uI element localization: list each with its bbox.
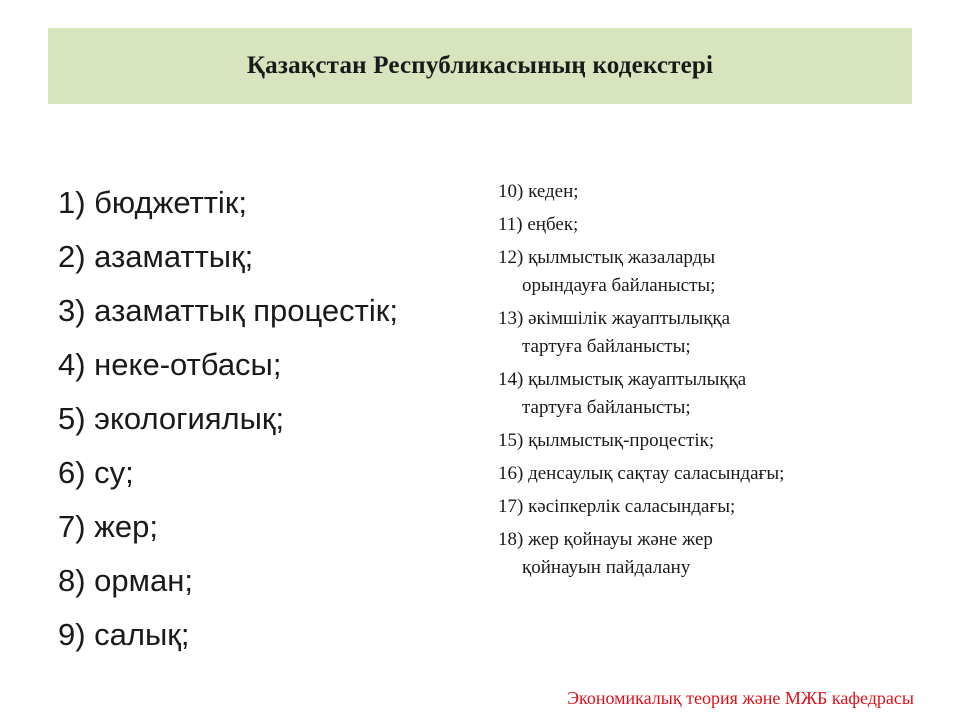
codes-list-right [498,178,918,587]
list-item-line2: орындауға байланысты; [522,275,716,296]
list-item: 8) орман; [58,563,193,598]
list-item-line1: 17) кәсіпкерлік саласындағы; [498,496,736,517]
list-item [498,460,918,488]
list-item: 7) жер; [58,509,159,544]
list-item: 2) азаматтық; [58,239,254,274]
department-footer: Экономикалық теория және МЖБ кафедрасы [567,688,914,708]
list-item: 4) неке-отбасы; [58,347,282,382]
list-item: 9) салық; [58,617,190,652]
list-item-line1: 14) қылмыстық жауаптылыққа [498,369,747,390]
list-item [498,211,918,239]
list-item: 1) бюджеттік; [58,185,247,220]
list-item [498,178,918,206]
list-item: 3) азаматтық процестік; [58,293,398,328]
list-item [498,493,918,521]
codes-list-left [58,176,398,662]
list-item-line2: тартуға байланысты; [522,336,691,357]
list-item [498,244,918,300]
list-item-line2: тартуға байланысты; [522,397,691,418]
list-item-line1: 13) әкімшілік жауаптылыққа [498,308,731,329]
list-item [498,366,918,422]
list-item-line1: 12) қылмыстық жазаларды [498,247,716,268]
list-item: 5) экологиялық; [58,401,285,436]
list-item [498,526,918,582]
title-banner [48,28,912,104]
list-item-line1: 16) денсаулық сақтау саласындағы; [498,463,785,484]
list-item [498,427,918,455]
list-item-line1: 18) жер қойнауы және жер [498,529,713,550]
list-item [498,305,918,361]
list-item-line1: 10) кеден; [498,181,579,202]
slide-title: Қазақстан Республикасының кодекстері [246,52,714,79]
list-item-line1: 15) қылмыстық-процестік; [498,430,715,451]
list-item: 6) су; [58,455,134,490]
list-item-line1: 11) еңбек; [498,214,579,235]
list-item-line2: қойнауын пайдалану [522,557,691,578]
